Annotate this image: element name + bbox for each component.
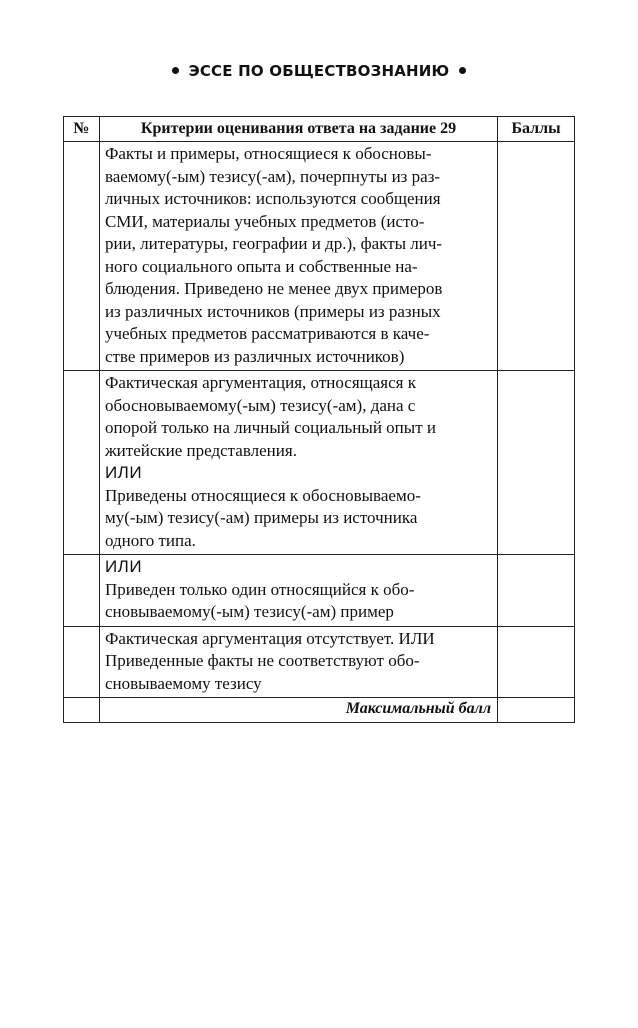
row-num-cell — [64, 626, 100, 698]
column-header-criteria: Критерии оценивания ответа на задание 29 — [99, 117, 497, 142]
criteria-cell — [99, 371, 497, 555]
criteria-line: Фактическая аргументация, относящаяся к — [104, 373, 416, 392]
page-title: ЭССЕ ПО ОБЩЕСТВОЗНАНИЮ — [188, 62, 450, 80]
page-header — [0, 62, 638, 80]
criteria-line: СМИ, материалы учебных предметов (исто- — [104, 211, 425, 231]
bullet-left-icon — [172, 67, 179, 74]
criteria-cell — [99, 555, 497, 627]
or-label: ИЛИ — [104, 463, 143, 482]
column-header-score: Баллы — [498, 117, 575, 142]
score-cell — [498, 626, 575, 698]
criteria-line: Факты и примеры, относящиеся к обосновы- — [104, 144, 432, 163]
criteria-line: личных источников: используются сообщения — [104, 189, 441, 208]
table-row — [64, 142, 575, 371]
criteria-line: Приведены относящиеся к обосновываемо- — [104, 485, 421, 505]
criteria-line: житейские представления. — [104, 440, 297, 460]
criteria-line: опорой только на личный социальный опыт и — [104, 418, 436, 437]
criteria-line: ного социального опыта и собственные на- — [104, 256, 418, 276]
bullet-right-icon — [459, 67, 466, 74]
criteria-line: ваемому(-ым) тезису(-ам), почерпнуты из раз- — [104, 166, 441, 186]
table-header-row — [64, 117, 575, 142]
table-row — [64, 626, 575, 698]
criteria-line: блюдения. Приведено не менее двух примеров — [104, 279, 443, 298]
score-cell — [498, 555, 575, 627]
criteria-line: сновываемому(-ым) тезису(-ам) пример — [104, 602, 394, 621]
column-header-num: № — [64, 117, 100, 142]
row-num-cell — [64, 698, 100, 723]
row-num-cell — [64, 142, 100, 371]
score-cell — [498, 142, 575, 371]
criteria-line: обосновываемому(-ым) тезису(-ам), дана с — [104, 395, 416, 415]
criteria-cell — [99, 142, 497, 371]
criteria-line: Фактическая аргументация отсутствует. ИЛИ — [104, 628, 435, 648]
table-footer-row — [64, 698, 575, 723]
criteria-line: учебных предметов рассматриваются в каче- — [104, 324, 430, 343]
row-num-cell — [64, 555, 100, 627]
criteria-line: стве примеров из различных источников) — [104, 346, 405, 366]
criteria-line: Приведен только один относящийся к обо- — [104, 579, 415, 599]
criteria-table — [63, 116, 575, 723]
max-score-cell — [498, 698, 575, 723]
max-score-label: Максимальный балл — [99, 698, 497, 723]
table-row — [64, 371, 575, 555]
or-label: ИЛИ — [104, 557, 143, 576]
criteria-cell — [99, 626, 497, 698]
criteria-line: одного типа. — [104, 530, 196, 550]
criteria-line: му(-ым) тезису(-ам) примеры из источника — [104, 508, 418, 527]
row-num-cell — [64, 371, 100, 555]
criteria-line: рии, литературы, географии и др.), факты лич- — [104, 234, 443, 253]
score-cell — [498, 371, 575, 555]
criteria-line: Приведенные факты не соответствуют обо- — [104, 651, 420, 670]
criteria-line: из различных источников (примеры из разных — [104, 301, 441, 321]
table-row — [64, 555, 575, 627]
criteria-line: сновываемому тезису — [104, 673, 262, 693]
